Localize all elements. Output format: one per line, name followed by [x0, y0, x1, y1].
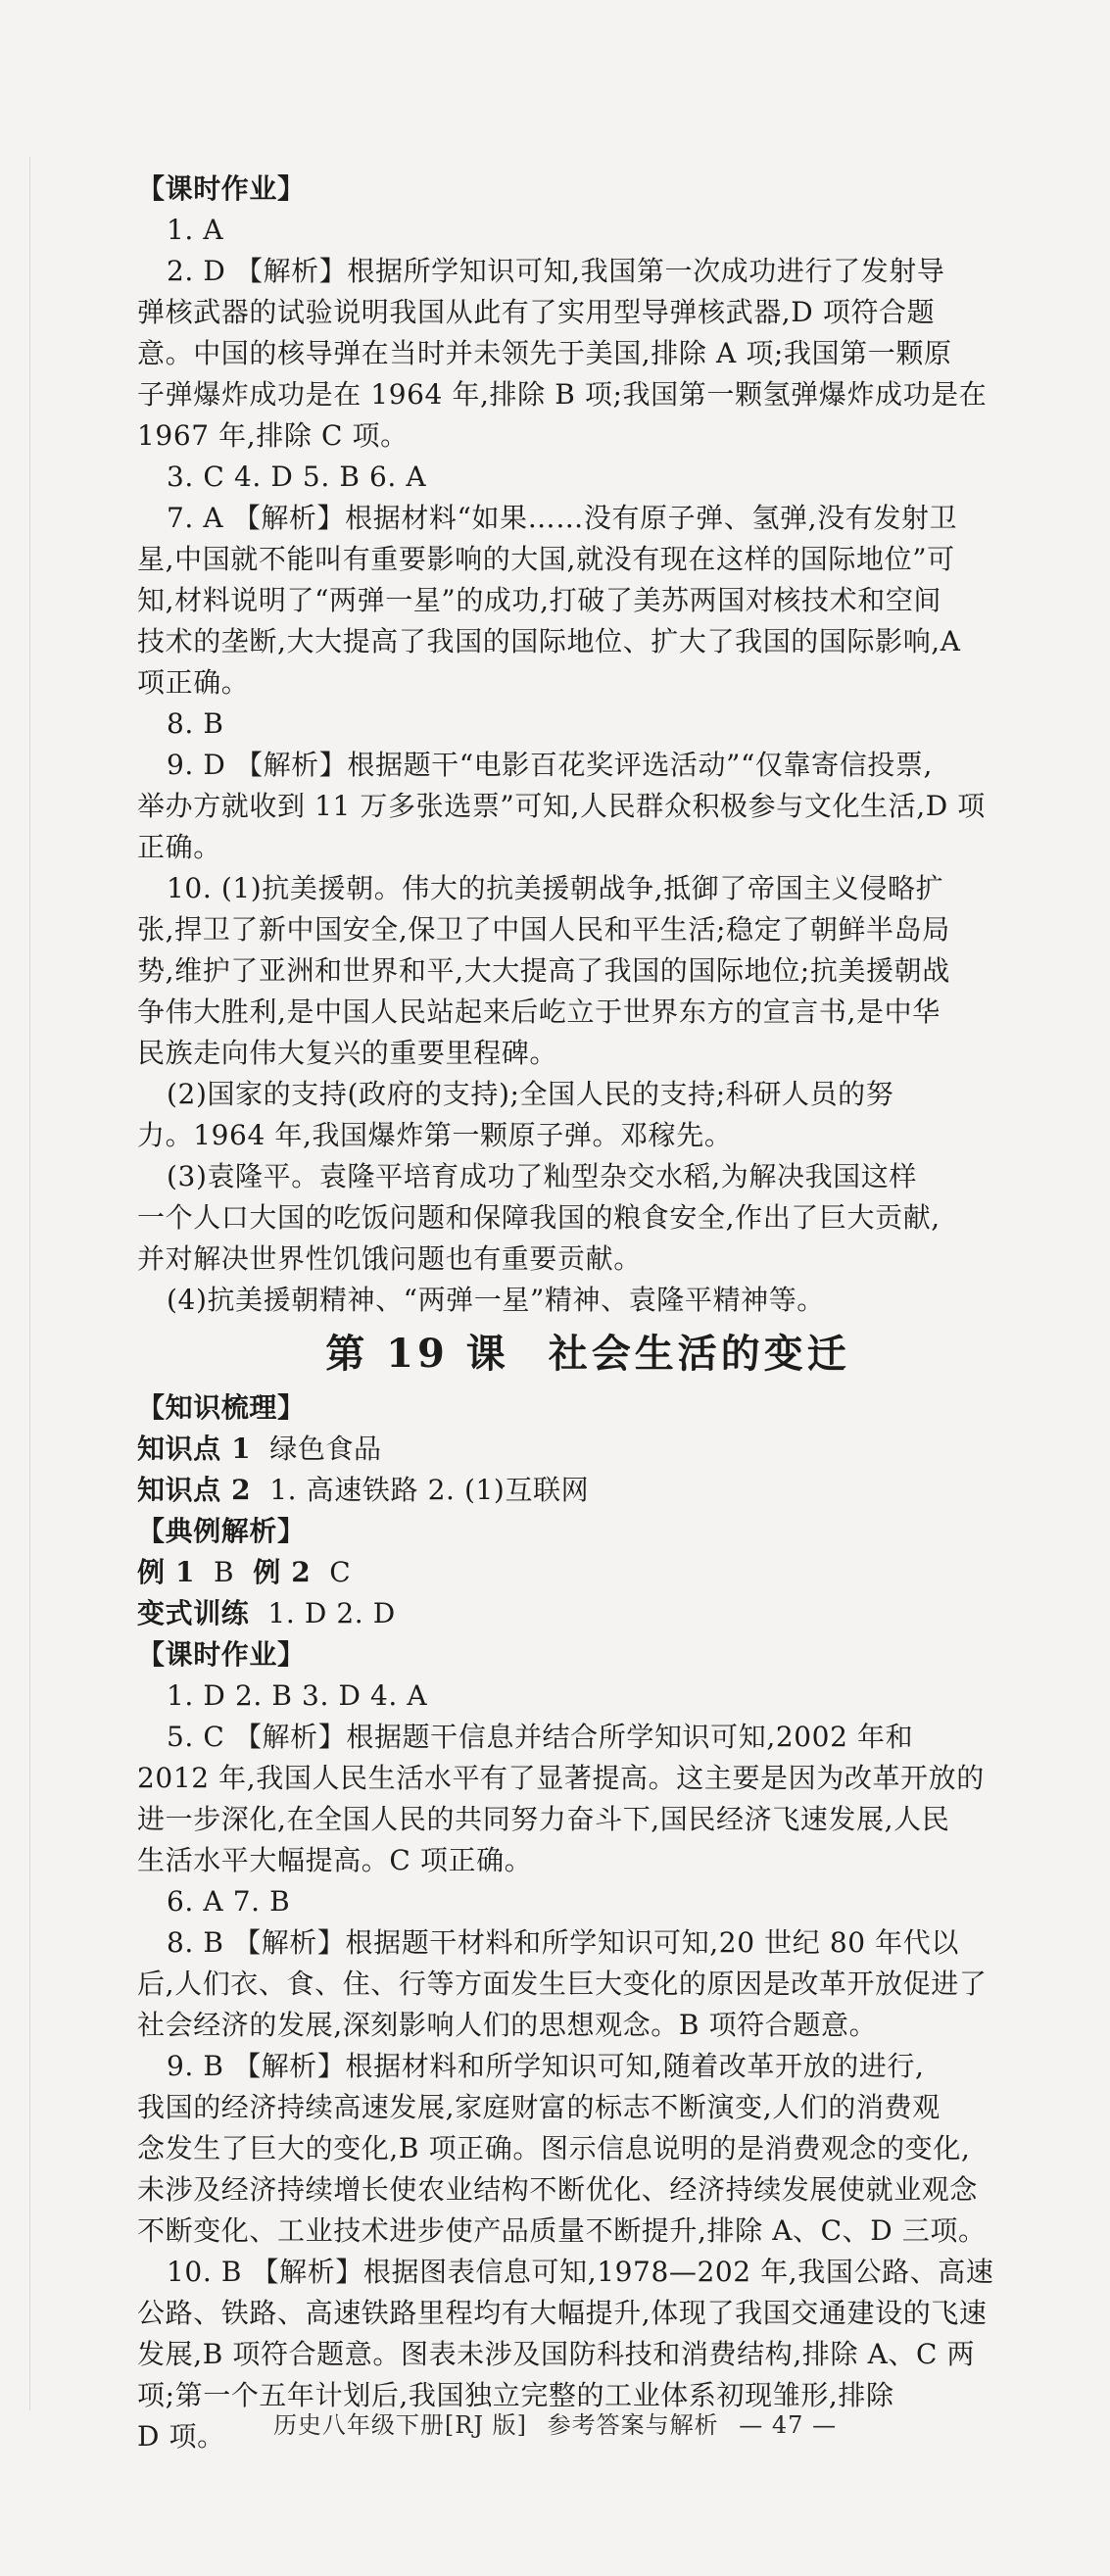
- answer-line: 9. D 【解析】根据题干“电影百花奖评选活动”“仅靠寄信投票,: [167, 749, 934, 781]
- lesson-name: 社会生活的变迁: [548, 1331, 850, 1377]
- footer-book-title: 历史八年级下册[RJ 版]: [272, 2411, 527, 2439]
- answer-line: 进一步深化,在全国人民的共同努力奋斗下,国民经济飞速发展,人民: [137, 1803, 950, 1835]
- answer-line: 6. A 7. B: [167, 1885, 291, 1918]
- answer-line: 1967 年,排除 C 项。: [137, 419, 409, 452]
- section-heading-knowledge: 【知识梳理】: [137, 1391, 306, 1424]
- knowledge-point-text: 1. 高速铁路 2. (1)互联网: [269, 1474, 590, 1506]
- answer-line: 知,材料说明了“两弹一星”的成功,打破了美苏两国对核技术和空间: [137, 584, 942, 616]
- example-answer: B: [214, 1556, 235, 1588]
- answer-line: (3)袁隆平。袁隆平培育成功了籼型杂交水稻,为解决我国这样: [167, 1160, 917, 1192]
- variant-training: [137, 1593, 1038, 1634]
- knowledge-point-text: 绿色食品: [269, 1433, 382, 1465]
- answer-line: 生活水平大幅提高。C 项正确。: [137, 1844, 533, 1876]
- answer-line: 张,捍卫了新中国安全,保卫了中国人民和平生活;稳定了朝鲜半岛局: [137, 913, 950, 946]
- section-heading-examples: 【典例解析】: [137, 1515, 306, 1547]
- knowledge-point-1: [137, 1429, 1038, 1470]
- answer-line: 星,中国就不能叫有重要影响的大国,就没有现在这样的国际地位”可: [137, 543, 955, 575]
- answer-line: 7. A 【解析】根据材料“如果……没有原子弹、氢弹,没有发射卫: [167, 502, 958, 534]
- example-label: 例 1: [137, 1556, 196, 1588]
- answer-line: 未涉及经济持续增长使农业结构不断优化、经济持续发展使就业观念: [137, 2173, 979, 2206]
- answer-line: (2)国家的支持(政府的支持);全国人民的支持;科研人员的努: [167, 1078, 894, 1110]
- answer-line: 力。1964 年,我国爆炸第一颗原子弹。邓稼先。: [137, 1119, 733, 1151]
- knowledge-point-2: [137, 1470, 1038, 1511]
- example-answer: C: [329, 1556, 352, 1588]
- answer-line: 10. B 【解析】根据图表信息可知,1978—202 年,我国公路、高速: [167, 2256, 994, 2288]
- answer-line: 2012 年,我国人民生活水平有了显著提高。这主要是因为改革开放的: [137, 1762, 985, 1794]
- footer-section: 参考答案与解析: [547, 2411, 719, 2439]
- knowledge-point-label: 知识点 1: [137, 1433, 252, 1465]
- answer-line: (4)抗美援朝精神、“两弹一星”精神、袁隆平精神等。: [167, 1284, 825, 1316]
- answer-line: 1. D 2. B 3. D 4. A: [167, 1679, 428, 1712]
- answer-line: 项;第一个五年计划后,我国独立完整的工业体系初现雏形,排除: [137, 2379, 894, 2411]
- answer-line: 社会经济的发展,深刻影响人们的思想观念。B 项符合题意。: [137, 2009, 878, 2041]
- page-edge-line: [29, 157, 30, 2410]
- answer-line: 8. B: [167, 707, 224, 740]
- answer-line: 子弹爆炸成功是在 1964 年,排除 B 项;我国第一颗氢弹爆炸成功是在: [137, 378, 988, 411]
- page-number: — 47 —: [739, 2411, 838, 2439]
- answer-line: 发展,B 项符合题意。图表未涉及国防科技和消费结构,排除 A、C 两: [137, 2338, 976, 2370]
- answer-content: [137, 169, 1038, 2457]
- variant-label: 变式训练: [137, 1597, 250, 1629]
- answer-line: 9. B 【解析】根据材料和所学知识可知,随着改革开放的进行,: [167, 2050, 925, 2082]
- answer-line: 并对解决世界性饥饿问题也有重要贡献。: [137, 1242, 642, 1275]
- page-footer: [0, 2410, 1110, 2440]
- answer-line: 争伟大胜利,是中国人民站起来后屹立于世界东方的宣言书,是中华: [137, 996, 941, 1028]
- answer-line: 项正确。: [137, 666, 250, 699]
- answer-line: D 项。: [137, 2420, 225, 2453]
- answer-line: 1. A: [167, 214, 224, 246]
- answer-line: 公路、铁路、高速铁路里程均有大幅提升,体现了我国交通建设的飞速: [137, 2297, 988, 2329]
- answer-line: 5. C 【解析】根据题干信息并结合所学知识可知,2002 年和: [167, 1721, 914, 1753]
- answer-line: 技术的垄断,大大提高了我国的国际地位、扩大了我国的国际影响,A: [137, 625, 961, 657]
- answer-line: 民族走向伟大复兴的重要里程碑。: [137, 1037, 558, 1069]
- variant-answer: 1. D 2. D: [267, 1597, 396, 1629]
- answer-line: 后,人们衣、食、住、行等方面发生巨大变化的原因是改革开放促进了: [137, 1968, 988, 2000]
- example-answers: [137, 1552, 1038, 1593]
- answer-line: 一个人口大国的吃饭问题和保障我国的粮食安全,作出了巨大贡献,: [137, 1201, 941, 1234]
- section-heading-homework-1: 【课时作业】: [137, 172, 306, 205]
- answer-line: 弹核武器的试验说明我国从此有了实用型导弹核武器,D 项符合题: [137, 296, 936, 328]
- answer-line: 8. B 【解析】根据题干材料和所学知识可知,20 世纪 80 年代以: [167, 1926, 959, 1959]
- answer-line: 10. (1)抗美援朝。伟大的抗美援朝战争,抵御了帝国主义侵略扩: [167, 872, 944, 904]
- answer-line: 举办方就收到 11 万多张选票”可知,人民群众积极参与文化生活,D 项: [137, 790, 986, 822]
- lesson-title: [137, 1323, 1038, 1385]
- answer-line: 我国的经济持续高速发展,家庭财富的标志不断演变,人们的消费观: [137, 2091, 941, 2123]
- answer-line: 念发生了巨大的变化,B 项正确。图示信息说明的是消费观念的变化,: [137, 2132, 971, 2164]
- lesson-number: 第 19 课: [325, 1331, 509, 1377]
- section-heading-homework-2: 【课时作业】: [137, 1638, 306, 1671]
- answer-line: 3. C 4. D 5. B 6. A: [167, 461, 427, 493]
- example-label: 例 2: [253, 1556, 312, 1588]
- knowledge-point-label: 知识点 2: [137, 1474, 252, 1506]
- answer-line: 正确。: [137, 831, 221, 863]
- answer-line: 意。中国的核导弹在当时并未领先于美国,排除 A 项;我国第一颗原: [137, 337, 952, 369]
- answer-line: 势,维护了亚洲和世界和平,大大提高了我国的国际地位;抗美援朝战: [137, 954, 950, 987]
- answer-line: 不断变化、工业技术进步使产品质量不断提升,排除 A、C、D 三项。: [137, 2214, 987, 2247]
- answer-line: 2. D 【解析】根据所学知识可知,我国第一次成功进行了发射导: [167, 255, 945, 287]
